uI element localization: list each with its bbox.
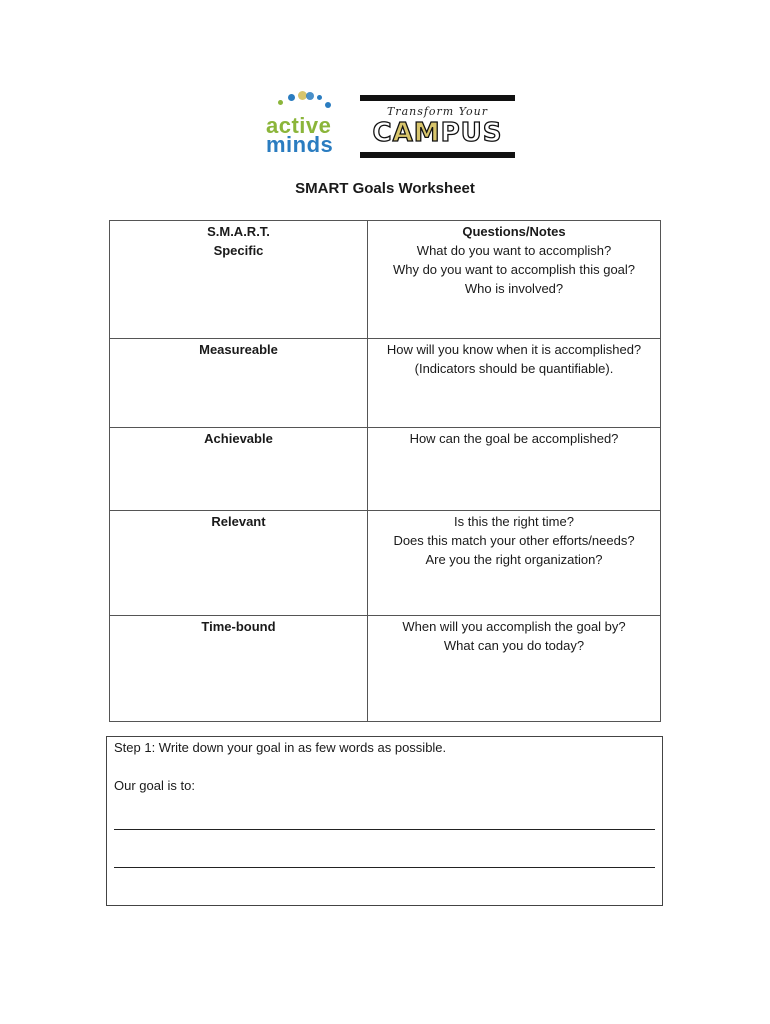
goal-input-line-2[interactable] <box>114 867 655 868</box>
note-line: Who is involved? <box>464 281 564 296</box>
note-line: What can you do today? <box>443 638 585 653</box>
our-goal-label: Our goal is to: <box>114 778 195 793</box>
table-row <box>110 615 660 721</box>
smart-table <box>109 220 661 722</box>
logo-small-text: Transform Your <box>386 105 489 118</box>
note-line: How can the goal be accomplished? <box>409 431 619 446</box>
table-row <box>110 510 660 615</box>
note-line: What do you want to accomplish? <box>416 243 612 258</box>
notes-cell[interactable] <box>368 221 660 338</box>
notes-cell[interactable] <box>368 616 660 721</box>
table-row <box>110 427 660 510</box>
notes-cell[interactable] <box>368 511 660 615</box>
criteria-label: Time-bound <box>110 616 368 721</box>
goal-input-line-1[interactable] <box>114 829 655 830</box>
column-header-smart: S.M.A.R.T. <box>207 224 270 239</box>
note-line: Does this match your other efforts/needs? <box>393 533 635 548</box>
criteria-label: Specific <box>213 243 264 258</box>
note-line: (Indicators should be quantifiable). <box>414 361 614 376</box>
goal-box <box>106 736 663 906</box>
document-title: SMART Goals Worksheet <box>295 180 475 197</box>
logo-top-bar <box>360 95 515 101</box>
notes-cell[interactable] <box>368 428 660 510</box>
note-line: How will you know when it is accomplished? <box>386 342 642 357</box>
criteria-label: Achievable <box>110 428 368 510</box>
active-minds-logo <box>262 90 342 158</box>
logo-word-minds: minds <box>266 132 334 157</box>
note-line: Are you the right organization? <box>425 552 603 567</box>
table-row <box>110 221 660 338</box>
transform-your-campus-logo <box>360 95 515 158</box>
logo-bottom-bar <box>360 152 515 158</box>
table-row <box>110 338 660 427</box>
notes-cell[interactable] <box>368 339 660 427</box>
note-line: Is this the right time? <box>454 514 574 529</box>
logo-big-text: CAMPUS <box>372 118 503 148</box>
logo-dots-icon <box>276 90 336 110</box>
logo-word-active: active <box>266 113 332 138</box>
note-line: Why do you want to accomplish this goal? <box>392 262 636 277</box>
column-header-questions: Questions/Notes <box>462 224 566 239</box>
criteria-label: Measureable <box>110 339 368 427</box>
criteria-cell <box>110 221 368 338</box>
criteria-label: Relevant <box>110 511 368 615</box>
note-line: When will you accomplish the goal by? <box>402 619 626 634</box>
step1-instruction: Step 1: Write down your goal in as few words as possible. <box>114 740 447 755</box>
